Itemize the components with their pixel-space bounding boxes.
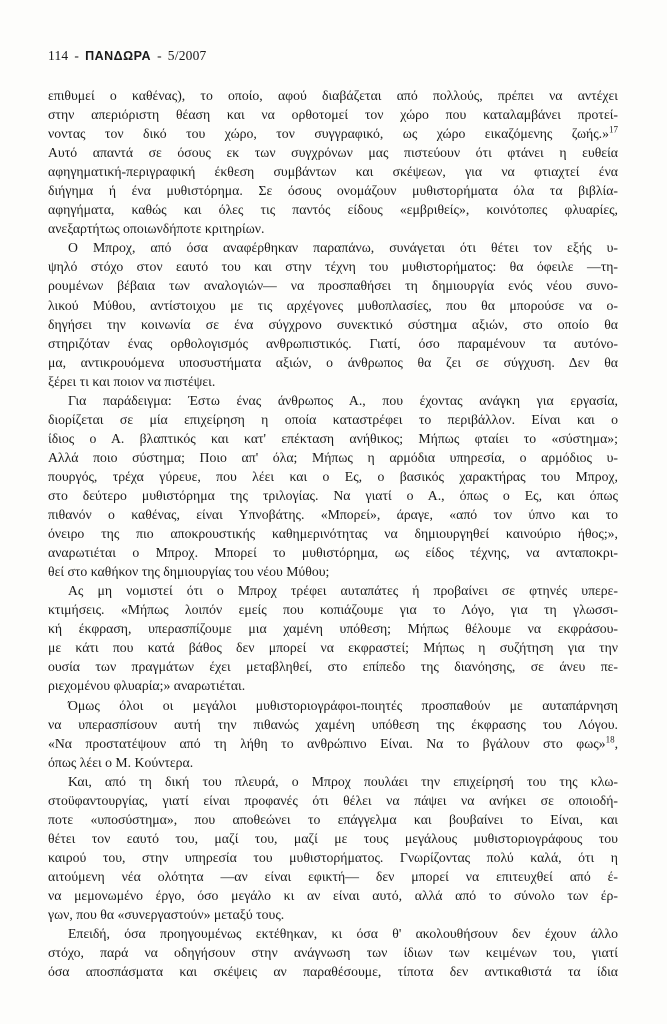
text-line — [48, 162, 618, 181]
text-line-content: αφηγήματα, καθώς και όλες τις παντός είδους «εμβριθείς», κοινότοπες φλυαρίες, — [48, 202, 618, 218]
text-line-content: νοντας τον δικό του χώρο, τον συγγραφικό, ως χώρο εικαζόμενης ζωής.» — [48, 126, 609, 142]
text-line-content: ψηλό στόχο στον εαυτό του και στην τέχνη του μυθιστορήματος: θα όφειλε —τη- — [48, 259, 618, 275]
text-line-content: στο δεύτερο μυθιστόρημα της τριλογίας. Να γιατί ο Α., όπως ο Ες, και όπως — [48, 487, 618, 503]
text-line — [48, 505, 618, 524]
text-line — [48, 867, 618, 886]
text-line — [48, 276, 618, 295]
text-line — [48, 315, 618, 334]
text-line — [48, 791, 618, 810]
text-line — [48, 715, 618, 734]
text-line-content: λικού Μύθου, αντίστοιχου με τις αρχέγονες μυθοπλασίες, που θα μπορούσε να ο- — [48, 297, 618, 313]
text-line — [48, 124, 618, 143]
text-line — [48, 334, 618, 353]
text-line-content: κτιμήσεις. «Μήπως λοιπόν εμείς που κοπιάζουμε για το Λόγο, για τη γλωσσι- — [48, 602, 618, 618]
text-line-content: ίδιος ο Α. βλαπτικός και κατ' επέκταση ανήθικος; Μήπως φταίει το «σύστημα»; — [48, 430, 618, 446]
text-line — [48, 829, 618, 848]
text-line — [48, 200, 618, 219]
text-line — [48, 467, 618, 486]
text-line — [48, 676, 618, 695]
body-text — [48, 86, 618, 981]
text-line-content: ριεχομένου φλυαρία;» αναρωτιέται. — [48, 678, 246, 694]
text-line — [48, 181, 618, 200]
text-line — [48, 429, 618, 448]
text-line-content: γων, που θα «συνεργαστούν» μεταξύ τους. — [48, 907, 285, 923]
text-line-content: όνειρο της πιο αποκρουστικής καθημερινότητας να δημιουργηθεί καινούριο ήθος;», — [48, 526, 618, 542]
text-line — [48, 943, 618, 962]
text-line — [48, 886, 618, 905]
text-line — [48, 848, 618, 867]
text-line-content: Για παράδειγμα: Έστω ένας άνθρωπος Α., που έχοντας ανάγκη για εργασία, — [68, 392, 618, 408]
text-line-content: όσα αποσπάσματα και σκέψεις αν παραθέσουμε, τίποτα δεν αντικαθιστά τα ίδια — [48, 964, 618, 980]
text-line-content: επιθυμεί ο καθένας), το οποίο, αφού διαβάζεται από πολλούς, πρέπει να αντέχει — [48, 88, 618, 103]
text-line — [48, 486, 618, 505]
text-line — [48, 581, 618, 600]
text-line — [48, 753, 618, 772]
text-line-content: ξέρει τι και ποιον να πιστέψει. — [48, 373, 216, 389]
text-line — [48, 391, 618, 410]
text-line — [48, 962, 618, 981]
text-line — [48, 238, 618, 257]
text-line-content: Και, από τη δική του πλευρά, ο Μπροχ πουλάει την επιχείρησή του της κλω- — [68, 773, 618, 789]
text-line — [48, 257, 618, 276]
text-line-content: να υπερασπίσουν αυτή την πιθανώς χαμένη υπόθεση της έκφρασης του Λόγου. — [48, 716, 618, 732]
text-line-content: αιτούμενη νέα ολότητα —αν είναι εφικτή— δεν μπορεί να επιτευχθεί από έ- — [48, 868, 618, 884]
text-line-content: διήγημα ή ένα μυθιστόρημα. Σε όσους ονομάζουν μυθιστορήματα όλα τα βιβλία- — [48, 183, 618, 199]
text-line — [48, 772, 618, 791]
page-number: 114 — [48, 48, 69, 63]
text-line — [48, 562, 618, 581]
text-line-content: διορίζεται σε μία επιχείρηση η οποία καταστρέφει το περιβάλλον. Είναι και ο — [48, 411, 618, 427]
text-line — [48, 219, 618, 238]
text-line-content: όπως λέει ο Μ. Κούντερα. — [48, 754, 194, 770]
text-line-content: Αλλά ποιο σύστημα; Ποιο απ' όλα; Μήπως η αρμόδια υπηρεσία, ο αρμόδιος υ- — [48, 449, 618, 465]
text-line — [48, 105, 618, 124]
text-line-content: στοϋφαντουργίας, γιατί είναι προφανές ότι θέλει να πάψει να ανήκει σε οποιοδή- — [48, 792, 618, 808]
text-line — [48, 448, 618, 467]
text-line-content: Όμως όλοι οι μεγάλοι μυθιστοριογράφοι-ποιητές προσπαθούν με αυταπάρνηση — [68, 697, 618, 713]
text-line-content: ανεξαρτήτως οποιωνδήποτε κριτηρίων. — [48, 221, 265, 237]
text-line — [48, 86, 618, 105]
text-line-content: στόχο, παρά να οδηγήσουν στην ανάγνωση των ίδιων των κειμένων του, γιατί — [48, 945, 618, 961]
text-line-content: αφηγηματική-περιγραφική έκθεση συμβάντων και σκέψεων, για να φτιαχτεί ένα — [48, 164, 618, 180]
header-separator: - — [74, 48, 80, 63]
text-line-content: δηγήσει την κοινωνία σε ένα σύγχρονο συνεκτικό σύστημα αξιών, στο οποίο θα — [48, 316, 618, 332]
text-line-content: μα, αντικρουόμενα υποσυστήματα αξιών, ο άνθρωπος θα ζει σε σύγχυση. Δεν θα — [48, 354, 618, 370]
text-line — [48, 734, 618, 753]
issue-number: 5/2007 — [167, 48, 207, 63]
text-line-content: Ας μη νομιστεί ότι ο Μπροχ τρέφει αυταπάτες ή προβαίνει σε φτηνές υπερε- — [68, 583, 618, 599]
text-line — [48, 657, 618, 676]
text-line — [48, 410, 618, 429]
text-line-content: με κάτι που κατά βάθος δεν μπορεί να εκφραστεί; Μήπως η συζήτηση για την — [48, 640, 618, 656]
text-line-content: πουργός, τρέχα γύρευε, που λέει και ο Ες, ο βασικός χαρακτήρας του Μπροχ, — [48, 468, 618, 484]
text-line — [48, 924, 618, 943]
header-separator: - — [157, 48, 162, 63]
text-line — [48, 143, 618, 162]
text-line — [48, 296, 618, 315]
text-line-content: θεί στο καθήκον της δημιουργίας του νέου Μύθου; — [48, 564, 330, 580]
text-line-content: Επειδή, όσα προηγουμένως εκτέθηκαν, κι όσα θ' ακολουθήσουν δεν έχουν άλλο — [68, 926, 618, 942]
text-line-content: θέτει τον εαυτό του, μαζί του, μαζί με τους μεγάλους μυθιστοριογράφους του — [48, 830, 618, 846]
text-line — [48, 638, 618, 657]
text-line — [48, 696, 618, 715]
text-line — [48, 543, 618, 562]
running-header — [48, 46, 207, 66]
journal-name: ΠΑΝΔΩΡΑ — [85, 49, 152, 63]
text-line-trailing: , — [614, 735, 618, 751]
text-line — [48, 600, 618, 619]
text-line-content: ρουμένων βέβαια των αναλογιών— να προσπαθήσει τη δημιουργία ενός νέου συνο- — [48, 278, 618, 294]
text-line-content: Ο Μπροχ, από όσα αναφέρθηκαν παραπάνω, συνάγεται ότι θέτει τον εξής υ- — [68, 240, 618, 256]
text-line-content: Αυτό απαντά σε όσους εκ των συγχρόνων μας πιστεύουν ότι φτάνει η ευθεία — [48, 145, 618, 161]
text-line-content: κή έκφραση, υπερασπίζουμε μια χαμένη υπόθεση; Μήπως θέλουμε να εκφράσου- — [48, 621, 618, 637]
text-line-content: ποτε «υποσύστημα», που αποθεώνει το επάγγελμα και βουβαίνει το Είναι, και — [48, 811, 618, 827]
footnote-reference: 18 — [605, 734, 615, 745]
footnote-reference: 17 — [609, 124, 618, 135]
text-line — [48, 905, 618, 924]
text-line-content: αναρωτιέται ο Μπροχ. Μπορεί το μυθιστόρημα, ως είδος τέχνης, να ανταποκρι- — [48, 545, 618, 561]
text-line-content: «Να προστατέψουν από τη λήθη το ανθρώπινο Είναι. Να το βγάλουν στο φως» — [48, 735, 606, 751]
text-line — [48, 524, 618, 543]
text-line-content: στην απεριόριστη θέαση και να ορθοτομεί τον χώρο που καταλαμβάνει προτεί- — [48, 107, 618, 123]
text-line — [48, 810, 618, 829]
text-line-content: καιρού του, στην υπηρεσία του μυθιστορήματος. Γνωρίζοντας πολύ καλά, ότι η — [48, 849, 618, 865]
text-line-content: στηριζόταν ένας ορθολογισμός ανθρωπιστικός. Γιατί, όσο παραμένουν τα αυτόνο- — [48, 335, 618, 351]
text-line-content: να μεμονωμένο έργο, όσο μεγάλο κι αν είναι αυτό, αλλά από το σύνολο των έρ- — [48, 887, 618, 903]
text-line-content: πιθανόν ο καθένας, είναι Υπνοβάτης. «Μπορεί», άραγε, «από τον ύπνο και το — [48, 507, 618, 523]
text-line — [48, 619, 618, 638]
text-line-content: ουσία των πραγμάτων έχει μεταβληθεί, στο επίπεδο της διανόησης, σε άνευ πε- — [48, 659, 618, 675]
text-line — [48, 372, 618, 391]
text-line — [48, 353, 618, 372]
